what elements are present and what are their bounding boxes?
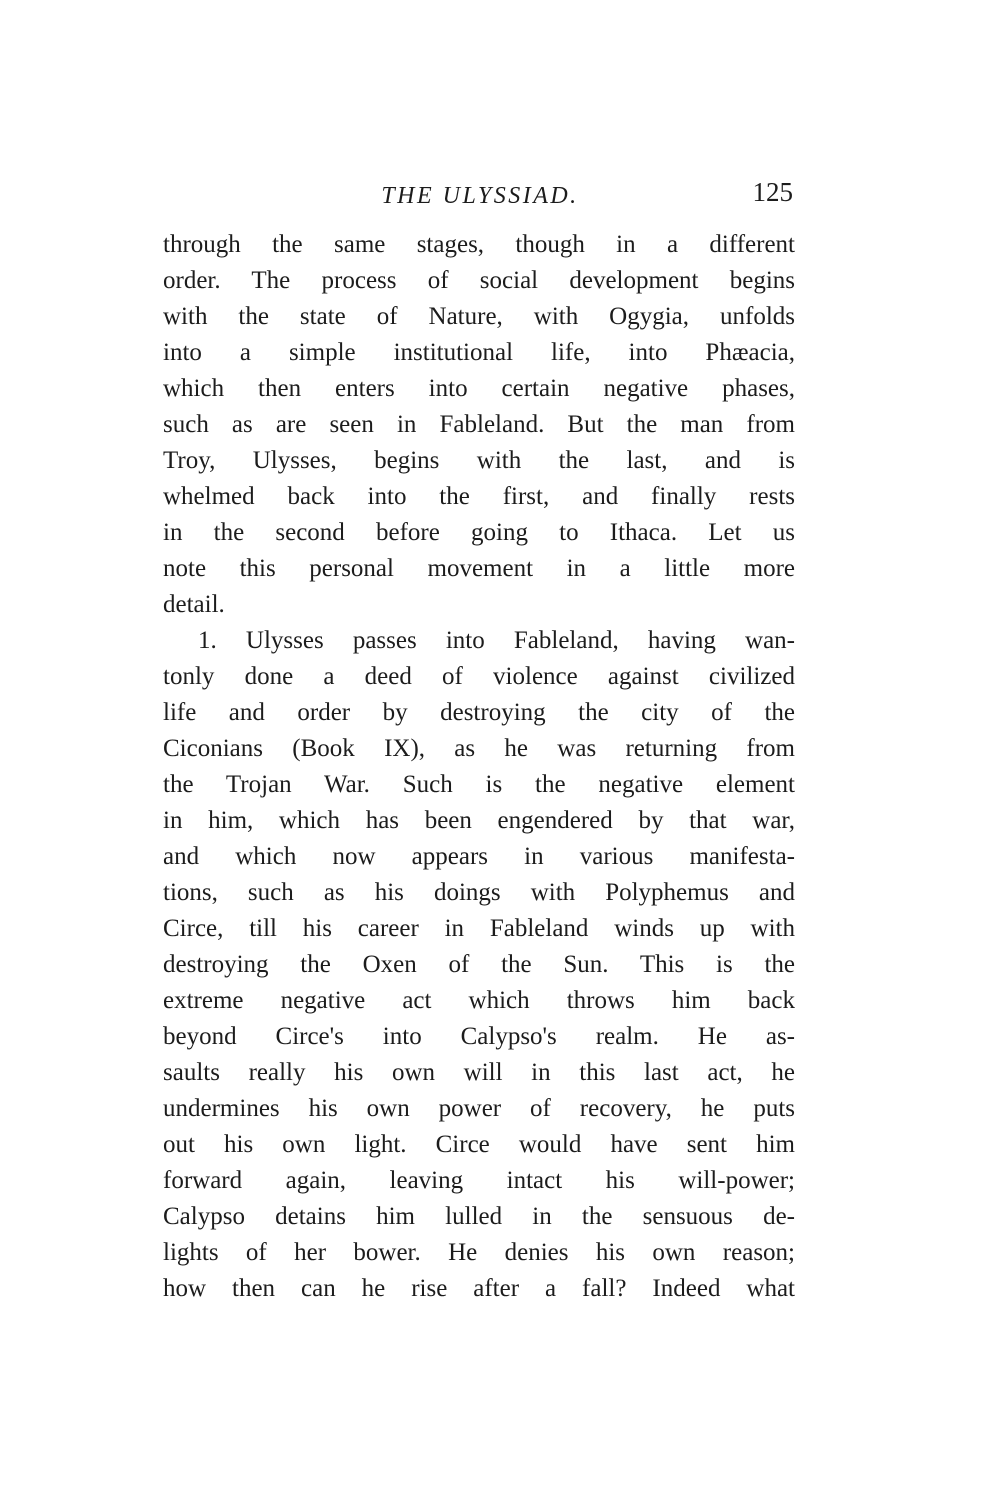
text-line: and which now appears in various manifesta- [163,843,795,870]
text-line: Troy, Ulysses, begins with the last, and is [163,447,795,474]
text-line: life and order by destroying the city of the [163,699,795,726]
text-line: the Trojan War. Such is the negative element [163,771,795,798]
text-line: beyond Circe's into Calypso's realm. He as- [163,1023,795,1050]
text-line: whelmed back into the first, and finally rests [163,483,795,510]
text-line: in the second before going to Ithaca. Let us [163,519,795,546]
text-line: through the same stages, though in a different [163,231,795,258]
text-line: which then enters into certain negative phases, [163,375,795,402]
text-line: extreme negative act which throws him back [163,987,795,1014]
text-line: how then can he rise after a fall? Indeed what [163,1275,795,1302]
running-head [165,178,795,214]
text-line: such as are seen in Fableland. But the man from [163,411,795,438]
paragraph-end-line: detail. [163,591,225,618]
text-line: note this personal movement in a little more [163,555,795,582]
running-title: THE ULYSSIAD. [381,183,579,209]
text-line: with the state of Nature, with Ogygia, unfolds [163,303,795,330]
text-line: 1. Ulysses passes into Fableland, having wan- [198,627,795,654]
text-line: undermines his own power of recovery, he puts [163,1095,795,1122]
text-line: destroying the Oxen of the Sun. This is the [163,951,795,978]
text-line: Ciconians (Book IX), as he was returning from [163,735,795,762]
text-line: forward again, leaving intact his will-power; [163,1167,795,1194]
body-text [163,227,795,1307]
text-line: saults really his own will in this last act, he [163,1059,795,1086]
text-line: lights of her bower. He denies his own reason; [163,1239,795,1266]
page-number: 125 [752,177,793,207]
text-line: Calypso detains him lulled in the sensuous de- [163,1203,795,1230]
text-line: Circe, till his career in Fableland winds up with [163,915,795,942]
text-line: in him, which has been engendered by that war, [163,807,795,834]
text-line: order. The process of social development begins [163,267,795,294]
text-line: into a simple institutional life, into Phæacia, [163,339,795,366]
text-line: tions, such as his doings with Polyphemus and [163,879,795,906]
text-line: tonly done a deed of violence against civilized [163,663,795,690]
text-line: out his own light. Circe would have sent him [163,1131,795,1158]
